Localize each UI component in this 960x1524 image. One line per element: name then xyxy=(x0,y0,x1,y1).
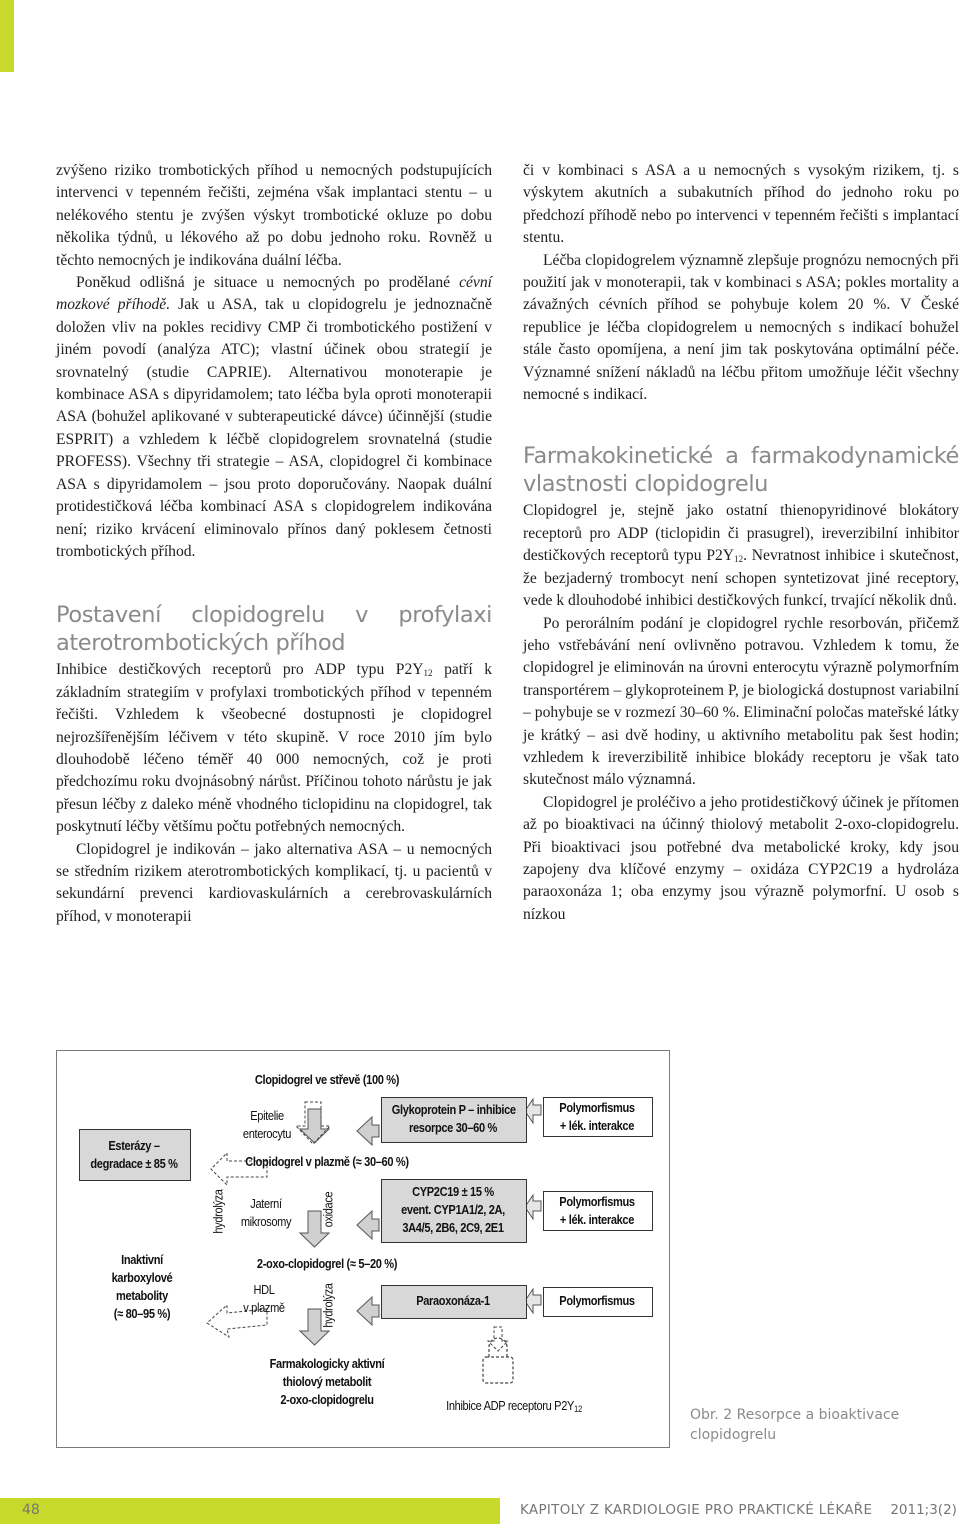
journal-title: KAPITOLY Z KARDIOLOGIE PRO PRAKTICKÉ LÉKAŘE xyxy=(520,1502,873,1518)
text: patří k základním strategiím v profylaxi trombotických příhod v tepenném řečišti. Vzhledem k všeobecné dostupnosti je clopidogrel nejrozšířenějším léčivem v této skupině. V roce 2010 jím bylo dlouhodobě léčeno téměř 40 000 nemocných, což je proti předchozímu roku dvojnásobný nárůst. Příčinou tohoto nárůstu je jak přesun léčby z daleko méně vhodného ticlopidinu na clopidogrel, tak poskytnutí léčby většímu počtu potřebných nemocných. xyxy=(56,661,492,836)
text: . Nevratnost inhibice i skutečnost, že bezjaderný trombocyt není schopen syntetizovat jiné receptory, vede k dlouhodobé inhibici destičkových funkcí, trvající několik dnů. xyxy=(523,547,959,610)
paragraph xyxy=(56,272,492,563)
label-epitelie-2: enterocytu xyxy=(242,1126,292,1141)
label-cyp-1: CYP2C19 ± 15 % xyxy=(412,1184,494,1199)
label-plasma: Clopidogrel v plazmě (≈ 30–60 %) xyxy=(245,1154,409,1169)
arrow-left xyxy=(525,1289,541,1313)
figure-caption: Obr. 2 Resorpce a bioaktivace clopidogrelu xyxy=(690,1407,900,1443)
paragraph: Clopidogrel je indikován – jako alternativa ASA – u nemocných se středním rizikem aterotrombotických komplikací, tj. u pacientů v sekundární prevenci kardiovaskulárních a cerebrovaskulárních příhod, v monoterapii xyxy=(56,840,492,925)
arrow-left xyxy=(357,1117,379,1145)
text: Inhibice ADP receptoru P2Y xyxy=(446,1398,575,1413)
label-inaktivni-3: metabolity xyxy=(116,1288,168,1303)
label-poly2-2: + lék. interakce xyxy=(559,1212,635,1227)
paragraph: zvýšeno riziko trombotických příhod u nemocných podstupujících intervenci v tepenném řečišti, zejména však implantaci stentu – u nelékového stentu je zvýšen výskyt trombotické okluze po dobu několika týdnů, u lékového až po dobu jednoho roku. Rovněž u těchto nemocných je indikována duální léčba. xyxy=(56,162,492,269)
arrow-down xyxy=(488,1327,508,1351)
label-inaktivni-1: Inaktivní xyxy=(121,1252,163,1267)
label-aktivni-3: 2-oxo-clopidogrelu xyxy=(280,1392,374,1407)
paragraph: či v kombinaci s ASA a u nemocných s vysokým rizikem, tj. s výskytem akutních a subakutních příhod do jednoho roku po předchozí příhodě nebo po intervenci v tepenném řečišti s implantací stentu. xyxy=(523,162,959,247)
label-esterazy-1: Esterázy – xyxy=(108,1138,160,1153)
paragraph: Po perorálním podání je clopidogrel rychle resorbován, přičemž jeho vstřebávání není ovlivněno potravou. Vzhledem k tomu, že clopidogrel je eliminován na úrovni enterocytu výrazně polymorfním transportérem – glykoproteinem P, je biologická dostupnost variabilní – pohybuje se v rozmezí 30–60 %. Eliminační poločas mateřské látky je krátký – asi dvě hodiny, u aktivního metabolitu pak šest hodin; vzhledem k ireverzibilitě inhibice blokády receptoru je však tato skutečnost málo významná. xyxy=(523,614,959,789)
text: Clopidogrel je, stejně jako ostatní thienopyridinové blokátory receptorů pro ADP (ticlopidin či prasugrel), ireverzibilní inhibitor destičkových receptorů typu P2Y xyxy=(523,502,959,565)
arrow-left xyxy=(357,1211,379,1239)
text: Inhibice destičkových receptorů pro ADP typu P2Y xyxy=(56,661,424,679)
label-glyko-1: Glykoprotein P – inhibice xyxy=(391,1102,516,1117)
label-glyko-2: resorpce 30–60 % xyxy=(409,1120,497,1135)
section-heading: Postavení clopidogrelu v profylaxi aterotrombotických příhod xyxy=(56,602,492,657)
left-column xyxy=(56,160,492,928)
label-poly2-1: Polymorfismus xyxy=(559,1194,635,1209)
label-cyp-3: 3A4/5, 2B6, 2C9, 2E1 xyxy=(402,1220,504,1235)
label-hdl-2: v plazmě xyxy=(243,1300,285,1315)
emphasis-text: cévní mozkové příhodě. xyxy=(56,274,492,314)
label-aktivni-1: Farmakologicky aktivní xyxy=(269,1356,385,1371)
arrow-left xyxy=(525,1099,541,1123)
label-cyp-2: event. CYP1A1/2, 2A, xyxy=(401,1202,505,1217)
right-column xyxy=(523,160,959,926)
label-esterazy-2: degradace ± 85 % xyxy=(90,1156,178,1171)
label-jaterni-2: mikrosomy xyxy=(240,1214,292,1229)
label-aktivni-2: thiolový metabolit xyxy=(282,1374,372,1389)
text: Poněkud odlišná je situace u nemocných po prodělané xyxy=(76,274,460,292)
subscript: 12 xyxy=(734,554,744,565)
label-poly1-2: + lék. interakce xyxy=(559,1118,635,1133)
label-poly1-1: Polymorfismus xyxy=(559,1100,635,1115)
label-inaktivni-2: karboxylové xyxy=(111,1270,173,1285)
lock-icon xyxy=(483,1338,513,1383)
label-inhibice xyxy=(442,1397,587,1414)
arrow-left xyxy=(525,1195,541,1219)
accent-bar xyxy=(0,0,14,72)
figure-diagram xyxy=(56,1050,670,1448)
text: Jak u ASA, tak u clopidogrelu je jednoznačně doložen vliv na pokles recidivy CMP či trombotického postižení v jiném povodí (analýza ATC); vlastní účinek obou strategií je srovnatelný (studie CAPRIE). Alternativou monoterapie je kombinace ASA s dipyridamolem; tato léčba byla oproti monoterapii ASA (bohužel aplikované v subterapeutické dávce) účinnější (studie ESPRIT) a vzhledem k léčbě clopidogrelem srovnatelná (studie PROFESS). Všechny tři strategie – ASA, clopidogrel či kombinace ASA s dipyridamolem – jsou proto doporučovány. Naopak duální protidestičková léčba kombinací ASA s clopidogrelem indikována není; riziko krvácení eliminovalo přínos daný poklesem četnosti trombotických příhod. xyxy=(56,296,492,560)
footer-bar xyxy=(0,1498,500,1524)
label-oxo-clopidogrel: 2-oxo-clopidogrel (≈ 5–20 %) xyxy=(256,1256,398,1271)
section-heading: Farmakokinetické a farmakodynamické vlastnosti clopidogrelu xyxy=(523,443,959,498)
label-paraoxonaza: Paraoxonáza-1 xyxy=(416,1293,490,1308)
subscript: 12 xyxy=(423,668,433,679)
label-oxidace: oxidace xyxy=(320,1191,336,1228)
paragraph: Clopidogrel je proléčivo a jeho protidestičkový účinek je přítomen až po bioaktivaci na účinný thiolový metabolit 2-oxo-clopidogrelu. Při bioaktivaci jsou potřebné dva metabolické kroky, kdy jsou zapojeny dva klíčové enzymy – oxidáza CYP2C19 a hydroláza paraoxonáza 1; oba enzymy jsou výrazně polymorfní. U osob s nízkou xyxy=(523,793,959,923)
subscript: 12 xyxy=(574,1404,582,1414)
paragraph: Léčba clopidogrelem významně zlepšuje prognózu nemocných při použití jak v monoterapii, tak v kombinaci s ASA; pokles mortality a závažných cévních příhod se pohybuje kolem 20 %. V České republice je léčba clopidogrelem u nemocných s indikací bohužel stále často opomíjena, a není jim tak poskytována optimální péče. Významné snížení nákladů na léčbu přitom umožňuje léčit všechny nemocné s indikací. xyxy=(523,251,959,404)
label-hydrolyza: hydrolýza xyxy=(210,1189,226,1234)
journal-name xyxy=(520,1502,957,1518)
label-poly3: Polymorfismus xyxy=(559,1293,635,1308)
label-jaterni-1: Jaterní xyxy=(250,1196,282,1211)
arrow-left xyxy=(357,1297,379,1325)
page-number: 48 xyxy=(22,1502,40,1518)
journal-volume: 2011;3(2) xyxy=(890,1502,957,1518)
paragraph xyxy=(523,500,959,612)
paragraph xyxy=(56,659,492,838)
label-intestine: Clopidogrel ve střevě (100 %) xyxy=(254,1072,400,1087)
label-hydrolyza-2: hydrolýza xyxy=(320,1283,336,1328)
label-epitelie-1: Epitelie xyxy=(250,1108,284,1123)
label-inaktivni-4: (≈ 80–95 %) xyxy=(113,1306,171,1321)
label-hdl-1: HDL xyxy=(253,1282,275,1297)
